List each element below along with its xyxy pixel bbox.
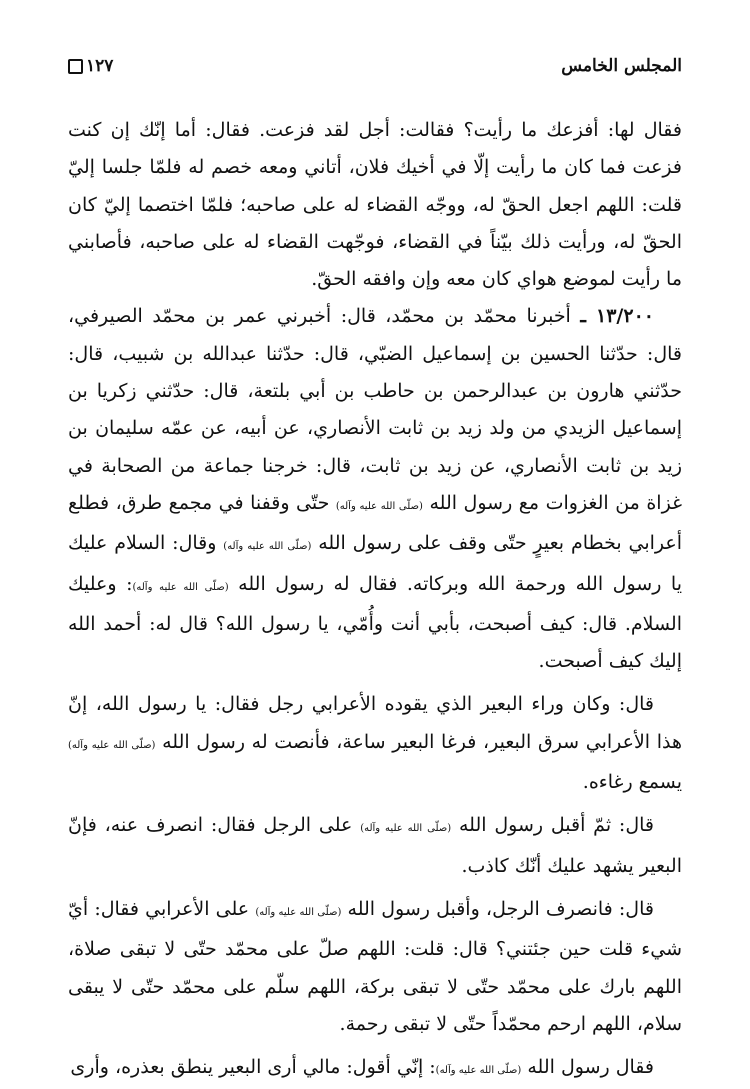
paragraph-1 [68, 112, 682, 298]
paragraph-text: قال: ثمّ أقبل رسول الله [451, 814, 655, 837]
paragraph-text: : إنّي أقول: مالي أرى البعير ينطق بعذره، وأرى [70, 1056, 436, 1079]
paragraph-2 [68, 298, 682, 680]
paragraph-text: فقال لها: أفزعك ما رأيت؟ فقالت: أجل لقد فزعت. فقال: أما إنّك إن كنت فزعت فما كان ما رأيت إلّا في أخيك فلان، أتاني ومعه خصم له فلمّا جلسا إليّ قلت: اللهم اجعل الحقّ له، ووجّه القضاء له على صاحبه؛ فلمّا اختصما إليّ كان الحقّ له، ورأيت ذلك بيّناً في القضاء، فوجّهت القضاء له على صاحبه، فأصابني ما رأيت لموضع هواي كان معه وإن وافقه الحقّ. [68, 119, 682, 291]
page-header [68, 50, 682, 82]
paragraph-text: قال: وكان وراء البعير الذي يقوده الأعرابي رجل فقال: يا رسول الله، إنّ هذا الأعرابي سرق البعير، فرغا البعير ساعة، فأنصت له رسول الله [68, 693, 682, 753]
paragraph-text: : وعليك السلام. قال: كيف أصبحت، بأبي أنت وأُمّي، يا رسول الله؟ قال له: أحمد الله إليك كيف أصبحت. [68, 572, 682, 673]
page-number [68, 56, 113, 76]
body-text [68, 112, 682, 1089]
salutation: (صلّى الله عليه وآله) [435, 1065, 522, 1077]
paragraph-4 [68, 807, 682, 885]
page-box-icon [68, 59, 83, 74]
chapter-title: المجلس الخامس [561, 56, 682, 76]
paragraph-6 [68, 1049, 682, 1089]
paragraph-text: على الرجل فقال: انصرف عنه، فإنّ البعير يشهد عليك أنّك كاذب. [68, 814, 682, 877]
paragraph-5 [68, 891, 682, 1043]
salutation: (صلّى الله عليه وآله) [360, 823, 452, 835]
paragraph-text: قال: فانصرف الرجل، وأقبل رسول الله [341, 897, 654, 920]
page-number-text: ١٢٧ [86, 56, 114, 76]
salutation: (صلّى الله عليه وآله) [223, 541, 312, 553]
salutation: (صلّى الله عليه وآله) [68, 739, 156, 751]
paragraph-3 [68, 686, 682, 801]
hadith-number: ١٣/٢٠٠ ـ [580, 305, 654, 328]
paragraph-text: على الأعرابي فقال: أيّ شيء قلت حين جئتني؟ قال: قلت: اللهم صلّ على محمّد حتّى لا تبقى صلاة، اللهم بارك على محمّد حتّى لا تبقى بركة، اللهم سلّم على محمّد حتّى لا يبقى سلام، اللهم ارحم محمّداً حتّى لا تبقى رحمة. [68, 897, 682, 1035]
salutation: (صلّى الله عليه وآله) [255, 906, 342, 918]
salutation: (صلّى الله عليه وآله) [335, 500, 423, 512]
paragraph-text: وقال: السلام عليك يا رسول الله ورحمة الله وبركاته. فقال له رسول الله [68, 532, 682, 595]
paragraph-text: يسمع رغاءه. [582, 771, 682, 794]
paragraph-text: أخبرنا محمّد بن محمّد، قال: أخبرني عمر بن محمّد الصيرفي، قال: حدّثنا الحسين بن إسماعيل الضبّي، قال: حدّثنا عبدالله بن شبيب، قال: حدّثني هارون بن عبدالرحمن بن حاطب بن أبي بلتعة، قال: حدّثني زكريا بن إسماعيل الزيدي من ولد زيد بن ثابت الأنصاري، عن أبيه، عن عمّه سليمان بن زيد بن ثابت الأنصاري، عن زيد بن ثابت، قال: خرجنا جماعة من الصحابة في غزاة من الغزوات مع رسول الله [68, 305, 683, 514]
paragraph-text: فقال رسول الله [521, 1056, 654, 1079]
salutation: (صلّى الله عليه وآله) [132, 581, 229, 593]
paragraph-text: حتّى وقفنا في مجمع طرق، فطلع أعرابي بخطام بعيرٍ حتّى وقف على رسول الله [68, 491, 682, 555]
